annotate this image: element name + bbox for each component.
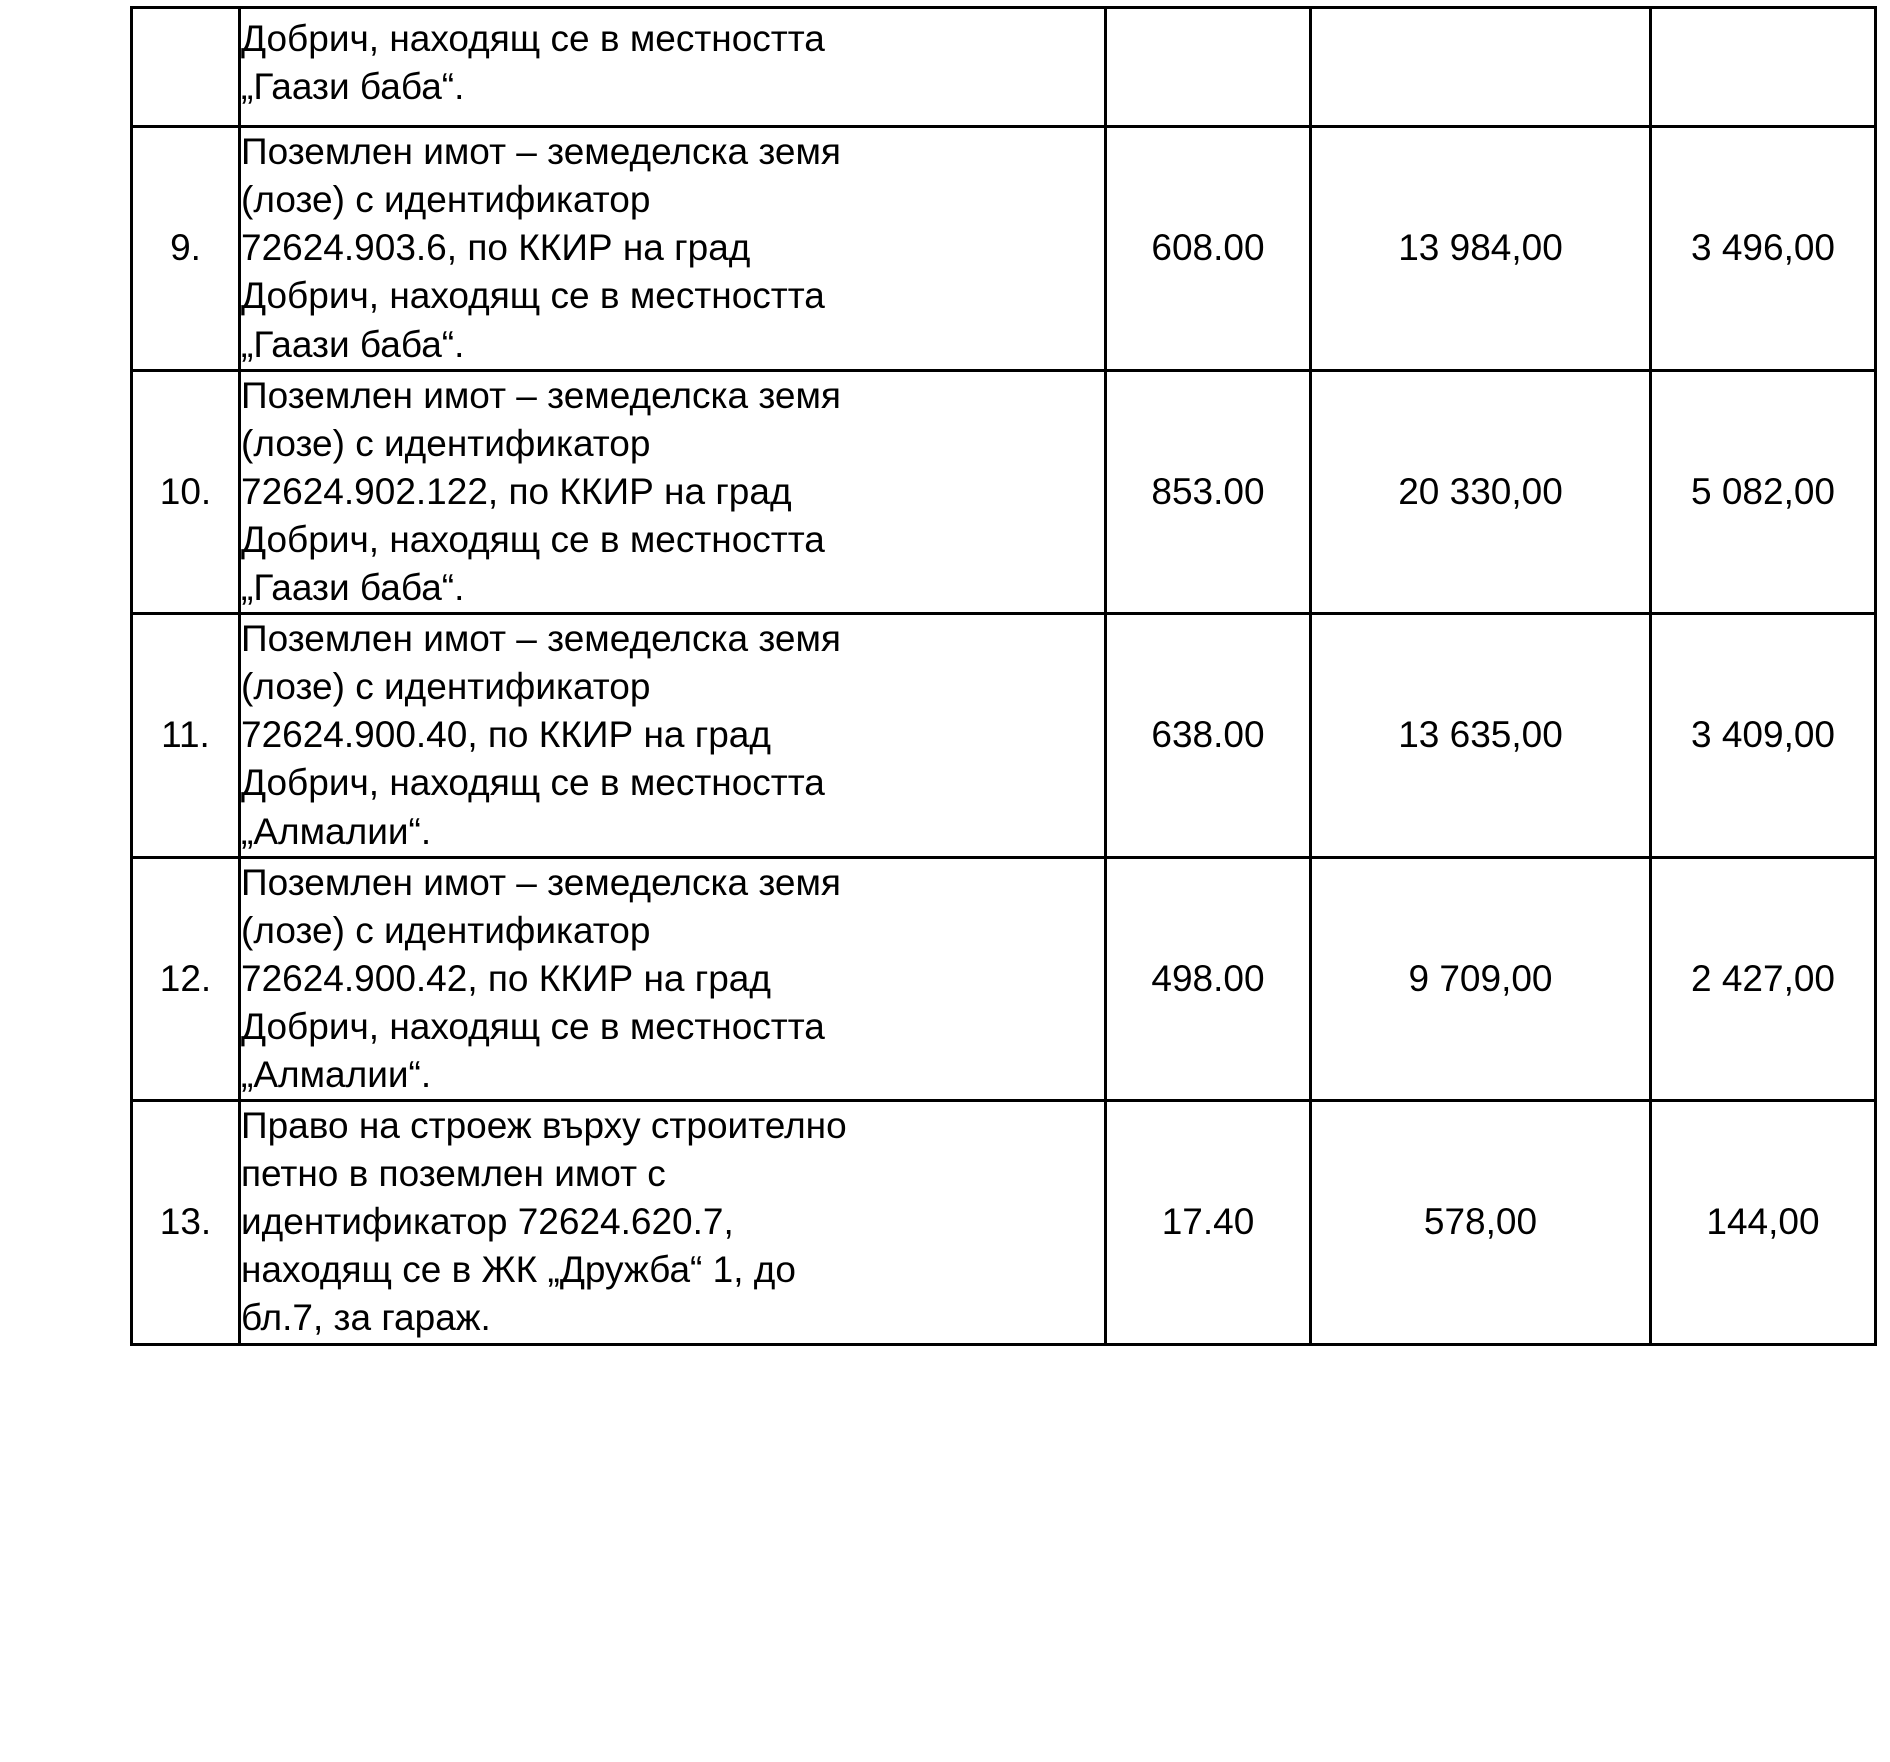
table-row <box>132 857 1876 1100</box>
table-row <box>132 370 1876 613</box>
description-cell <box>240 127 1106 370</box>
description-line: (лозе) с идентификатор <box>241 909 651 951</box>
row-number-cell: 13. <box>132 1101 240 1344</box>
description-line: (лозе) с идентификатор <box>241 666 651 708</box>
description-line: 72624.900.42, по ККИР на град <box>241 957 771 999</box>
description-line: идентификатор 72624.620.7, <box>241 1201 734 1243</box>
value1-cell: 20 330,00 <box>1311 370 1651 613</box>
area-cell: 608.00 <box>1106 127 1311 370</box>
description-line: находящ се в ЖК „Дружба“ 1, до <box>241 1249 796 1291</box>
description-line: Поземлен имот – земеделска земя <box>241 861 841 903</box>
row-number-cell: 10. <box>132 370 240 613</box>
description-line: (лозе) с идентификатор <box>241 422 651 464</box>
description-line: „Гаази баба“. <box>241 323 465 365</box>
table-row <box>132 8 1876 127</box>
value2-cell: 2 427,00 <box>1651 857 1876 1100</box>
value1-cell: 13 984,00 <box>1311 127 1651 370</box>
value1-cell: 9 709,00 <box>1311 857 1651 1100</box>
table-row <box>132 614 1876 857</box>
description-line: 72624.903.6, по ККИР на град <box>241 227 751 269</box>
description-cell <box>240 857 1106 1100</box>
area-cell: 498.00 <box>1106 857 1311 1100</box>
value2-cell: 5 082,00 <box>1651 370 1876 613</box>
row-number-cell: 9. <box>132 127 240 370</box>
description-line: Добрич, находящ се в местността <box>241 1005 825 1047</box>
description-line: 72624.902.122, по ККИР на град <box>241 470 792 512</box>
description-line: бл.7, за гараж. <box>241 1297 491 1339</box>
description-line: петно в поземлен имот с <box>241 1153 666 1195</box>
value1-cell: 578,00 <box>1311 1101 1651 1344</box>
description-line: „Гаази баба“. <box>241 567 465 609</box>
description-cell <box>240 8 1106 127</box>
description-line: Добрич, находящ се в местността <box>241 18 825 59</box>
description-line: Добрич, находящ се в местността <box>241 762 825 804</box>
value2-cell: 144,00 <box>1651 1101 1876 1344</box>
description-line: Поземлен имот – земеделска земя <box>241 374 841 416</box>
value2-cell <box>1651 8 1876 127</box>
row-number-cell: 12. <box>132 857 240 1100</box>
description-line: Право на строеж върху строително <box>241 1105 847 1147</box>
area-cell: 17.40 <box>1106 1101 1311 1344</box>
description-line: „Гаази баба“. <box>241 66 465 108</box>
description-line: Поземлен имот – земеделска земя <box>241 618 841 660</box>
area-cell: 638.00 <box>1106 614 1311 857</box>
area-cell: 853.00 <box>1106 370 1311 613</box>
property-table <box>130 6 1877 1346</box>
table-body <box>132 8 1876 1345</box>
row-number-cell <box>132 8 240 127</box>
description-line: 72624.900.40, по ККИР на град <box>241 714 771 756</box>
row-number-cell: 11. <box>132 614 240 857</box>
table-row <box>132 1101 1876 1344</box>
description-cell <box>240 1101 1106 1344</box>
description-line: „Алмалии“. <box>241 810 432 852</box>
description-line: Добрич, находящ се в местността <box>241 518 825 560</box>
value2-cell: 3 409,00 <box>1651 614 1876 857</box>
value1-cell: 13 635,00 <box>1311 614 1651 857</box>
description-cell <box>240 614 1106 857</box>
area-cell <box>1106 8 1311 127</box>
value1-cell <box>1311 8 1651 127</box>
table-row <box>132 127 1876 370</box>
description-line: (лозе) с идентификатор <box>241 179 651 221</box>
description-line: Добрич, находящ се в местността <box>241 275 825 317</box>
description-cell <box>240 370 1106 613</box>
value2-cell: 3 496,00 <box>1651 127 1876 370</box>
description-line: Поземлен имот – земеделска земя <box>241 131 841 173</box>
description-line: „Алмалии“. <box>241 1053 432 1095</box>
